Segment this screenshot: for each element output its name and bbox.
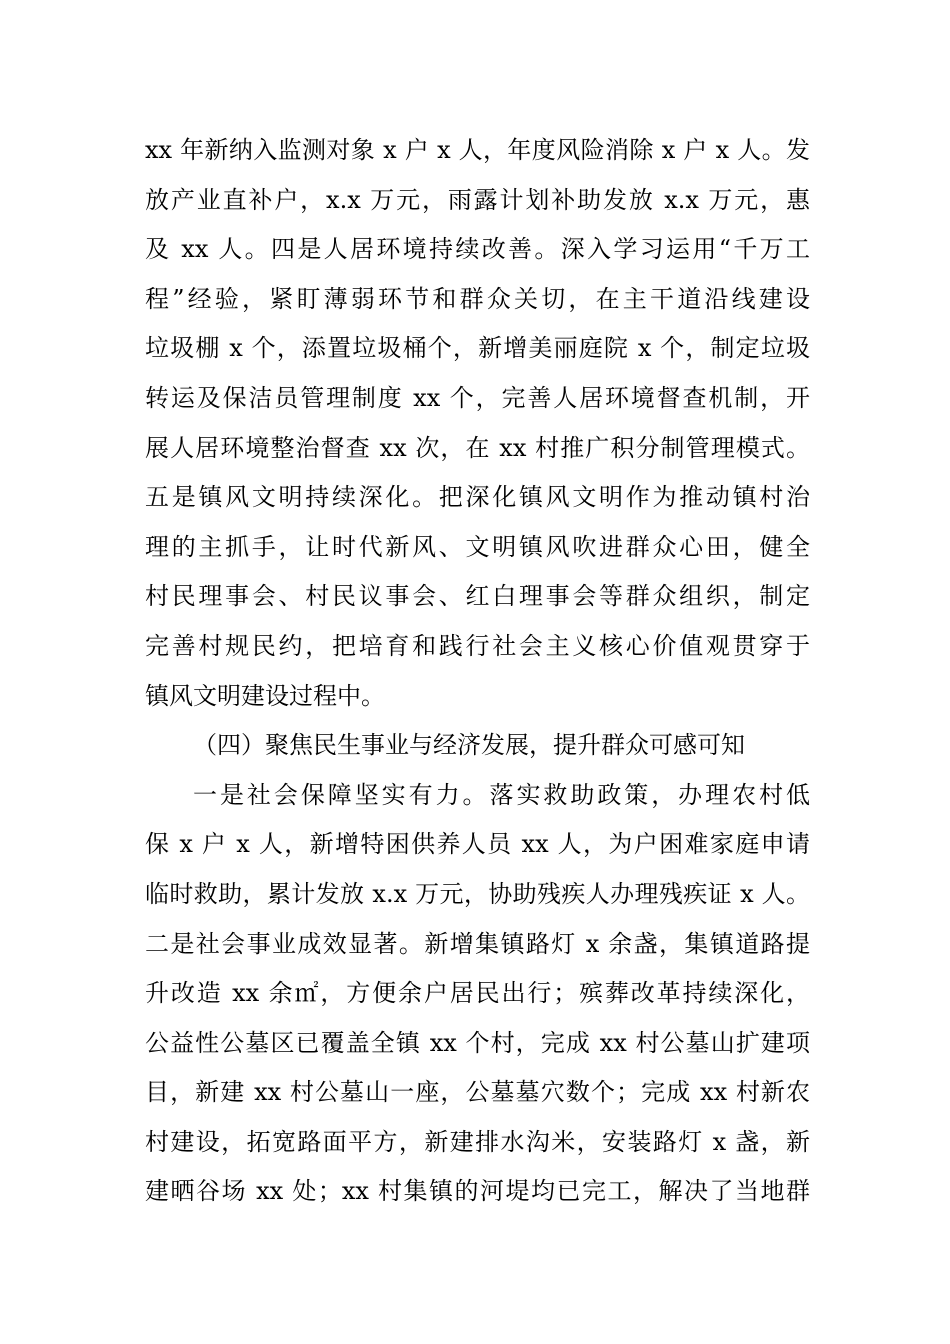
text-line: 保 x 户 x 人，新增特困供养人员 xx 人，为户困难家庭申请 [145, 830, 810, 859]
text-line: 临时救助，累计发放 x.x 万元，协助残疾人办理残疾证 x 人。 [145, 879, 810, 908]
text-line: 村民理事会、村民议事会、红白理事会等群众组织，制定 [145, 582, 810, 611]
text-line: 理的主抓手，让时代新风、文明镇风吹进群众心田，健全 [145, 532, 810, 561]
paragraph-first-line: 一是社会保障坚实有力。落实救助政策，办理农村低 [193, 780, 810, 809]
text-line: 二是社会事业成效显著。新增集镇路灯 x 余盏，集镇道路提 [145, 929, 810, 958]
text-line: 转运及保洁员管理制度 xx 个，完善人居环境督查机制，开 [145, 383, 810, 412]
text-line: 及 xx 人。四是人居环境持续改善。深入学习运用“千万工 [145, 235, 810, 264]
text-line: 程”经验，紧盯薄弱环节和群众关切，在主干道沿线建设 [145, 284, 810, 313]
text-line: 目，新建 xx 村公墓山一座，公墓墓穴数个；完成 xx 村新农 [145, 1078, 810, 1107]
section-heading: （四）聚焦民生事业与经济发展，提升群众可感可知 [193, 731, 745, 760]
body-text [145, 126, 810, 1217]
paragraph-end-line: 镇风文明建设过程中。 [145, 681, 385, 710]
text-line: 垃圾棚 x 个，添置垃圾桶个，新增美丽庭院 x 个，制定垃圾 [145, 334, 810, 363]
text-line: 五是镇风文明持续深化。把深化镇风文明作为推动镇村治 [145, 483, 810, 512]
text-line: 公益性公墓区已覆盖全镇 xx 个村，完成 xx 村公墓山扩建项 [145, 1028, 810, 1057]
text-line: 村建设，拓宽路面平方，新建排水沟米，安装路灯 x 盏，新 [145, 1127, 810, 1156]
text-line: 展人居环境整治督查 xx 次，在 xx 村推广积分制管理模式。 [145, 433, 810, 462]
text-line: 放产业直补户，x.x 万元，雨露计划补助发放 x.x 万元，惠 [145, 185, 810, 214]
text-line: 建晒谷场 xx 处；xx 村集镇的河堤均已完工，解决了当地群 [145, 1177, 810, 1206]
text-line: xx 年新纳入监测对象 x 户 x 人，年度风险消除 x 户 x 人。发 [145, 136, 810, 164]
text-line: 升改造 xx 余㎡，方便余户居民出行；殡葬改革持续深化， [145, 979, 810, 1008]
text-line: 完善村规民约，把培育和践行社会主义核心价值观贯穿于 [145, 631, 810, 660]
